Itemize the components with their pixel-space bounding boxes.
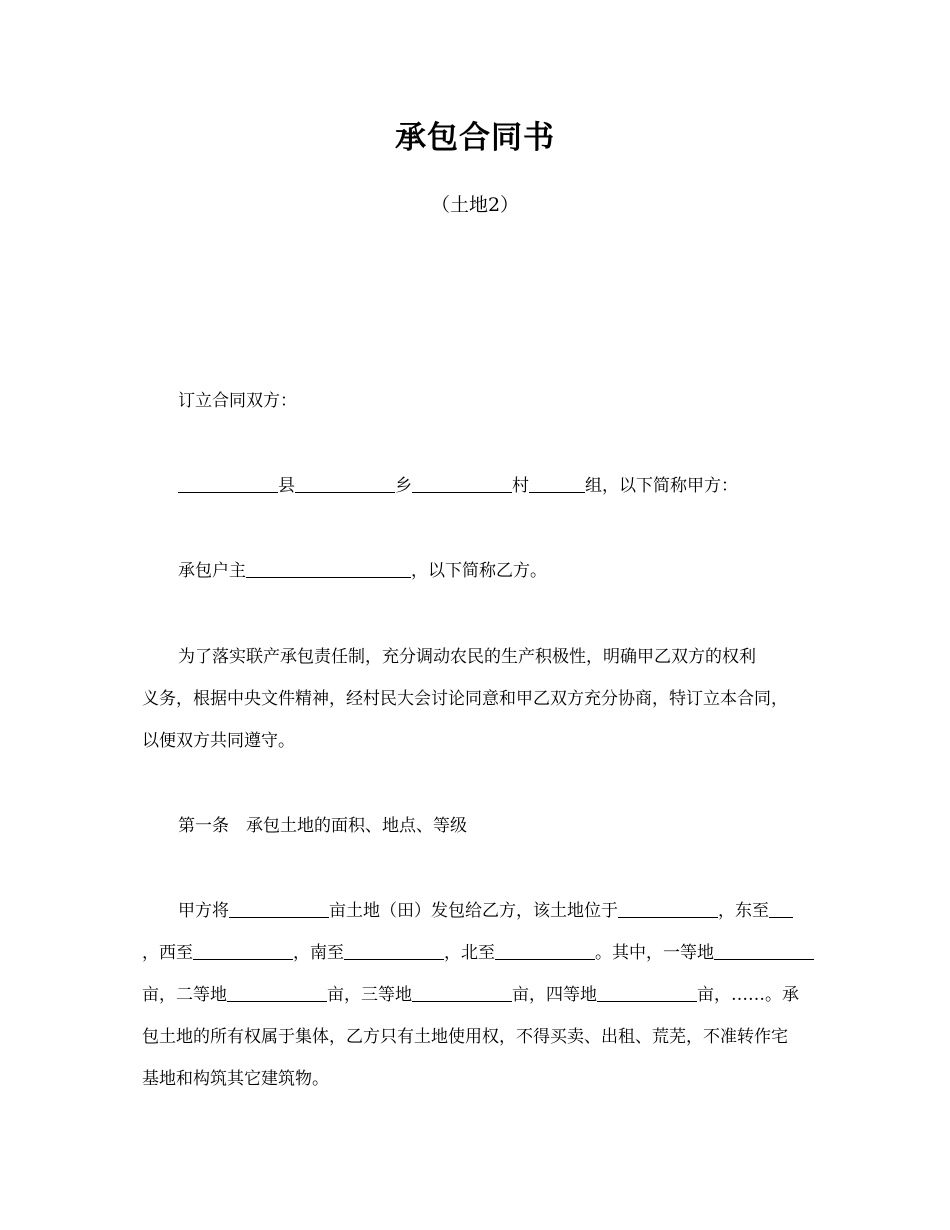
village-label: 村 — [512, 476, 529, 496]
text-segment: ，东至 — [718, 901, 769, 921]
document-title: 承包合同书 — [395, 120, 555, 156]
article-1-line-3 — [142, 981, 812, 1009]
text-segment: 甲方将 — [178, 901, 229, 921]
text-segment: ，西至 — [142, 943, 193, 963]
householder-blank[interactable] — [246, 559, 411, 578]
area-blank[interactable] — [229, 899, 329, 918]
text-segment: ，南至 — [293, 943, 344, 963]
preamble-line-2: 义务，根据中央文件精神，经村民大会讨论同意和甲乙双方充分协商，特订立本合同， — [142, 689, 788, 709]
party-b-line — [142, 557, 848, 585]
village-blank[interactable] — [412, 474, 512, 493]
parties-heading: 订立合同双方： — [178, 391, 297, 411]
grade-1-blank[interactable] — [714, 941, 814, 960]
location-blank[interactable] — [618, 899, 718, 918]
township-blank[interactable] — [295, 474, 395, 493]
party-b-suffix: ，以下简称乙方。 — [411, 561, 547, 581]
township-label: 乡 — [395, 476, 412, 496]
text-segment: ，北至 — [444, 943, 495, 963]
county-label: 县 — [278, 476, 295, 496]
party-b-prefix: 承包户主 — [178, 561, 246, 581]
north-blank[interactable] — [495, 941, 595, 960]
text-segment: 亩，四等地 — [512, 985, 597, 1005]
article-1-line-1 — [142, 897, 848, 925]
text-segment: 。其中，一等地 — [595, 943, 714, 963]
grade-4-blank[interactable] — [597, 983, 697, 1002]
preamble-line-3: 以便双方共同遵守。 — [142, 731, 295, 751]
text-segment: 亩，三等地 — [327, 985, 412, 1005]
party-a-line — [142, 472, 848, 500]
county-blank[interactable] — [178, 474, 278, 493]
article-1-line-5: 基地和构筑其它建筑物。 — [142, 1069, 329, 1089]
grade-2-blank[interactable] — [227, 983, 327, 1002]
text-segment: 亩，……。承 — [697, 985, 799, 1005]
west-blank[interactable] — [193, 941, 293, 960]
south-blank[interactable] — [344, 941, 444, 960]
text-segment: 亩土地（田）发包给乙方，该土地位于 — [329, 901, 618, 921]
grade-3-blank[interactable] — [412, 983, 512, 1002]
preamble-line-1: 为了落实联产承包责任制，充分调动农民的生产积极性，明确甲乙双方的权利 — [178, 647, 756, 667]
text-segment: 亩，二等地 — [142, 985, 227, 1005]
east-blank[interactable] — [769, 899, 793, 918]
group-label: 组，以下简称甲方： — [585, 476, 738, 496]
group-blank[interactable] — [529, 474, 585, 493]
document-subtitle: （土地2） — [430, 194, 520, 216]
article-1-line-2 — [142, 939, 812, 967]
article-1-line-4: 包土地的所有权属于集体，乙方只有土地使用权，不得买卖、出租、荒芜，不准转作宅 — [142, 1027, 788, 1047]
article-1-heading: 第一条 承包土地的面积、地点、等级 — [178, 816, 467, 836]
